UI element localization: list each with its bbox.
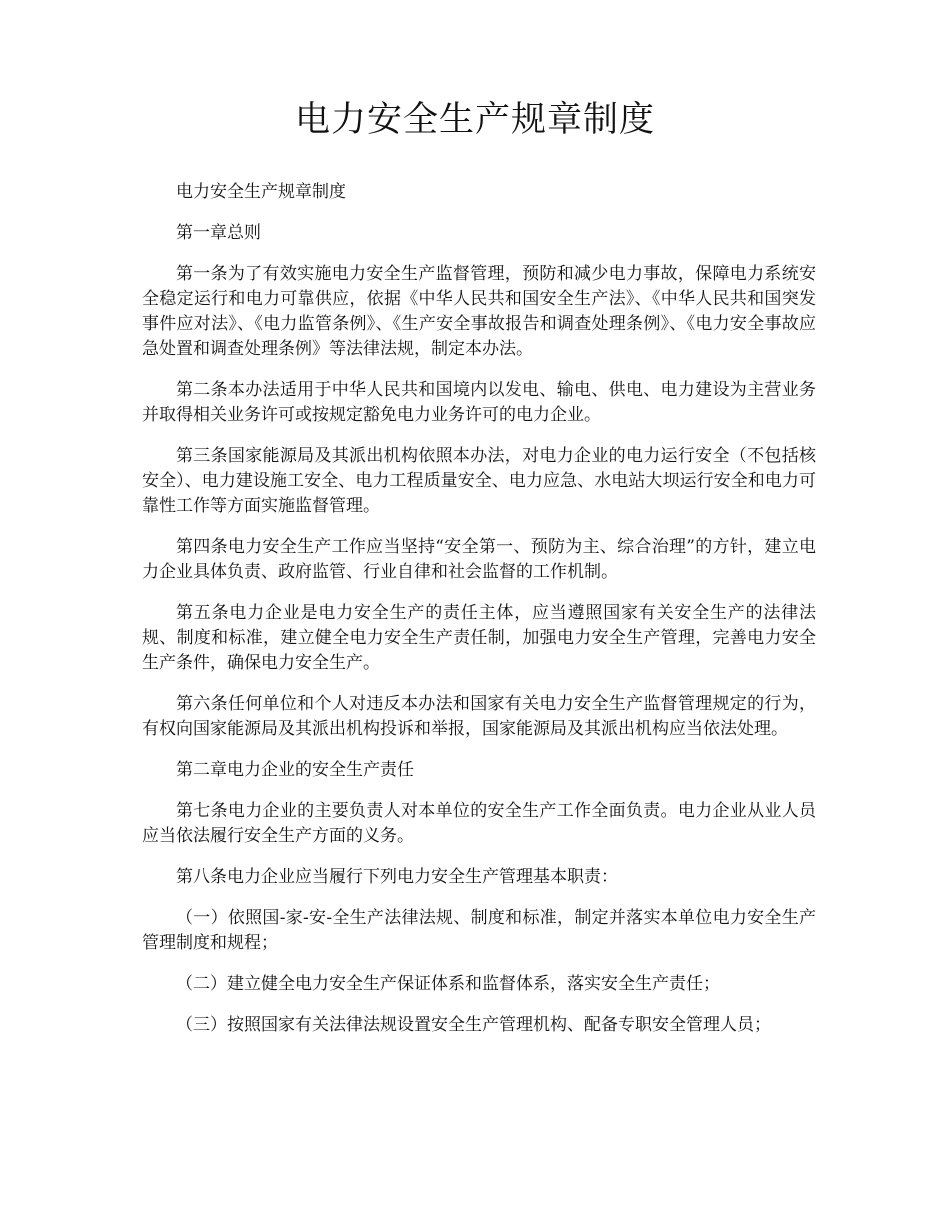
article-paragraph: 第八条电力企业应当履行下列电力安全生产管理基本职责：	[176, 867, 618, 887]
list-item-paragraph: （三）按照国家有关法律法规设置安全生产管理机构、配备专职安全管理人员；	[176, 1015, 771, 1035]
article-paragraph: 第六条任何单位和个人对违反本办法和国家有关电力安全生产监督管理规定的行为，有权向国家能源局及其派出机构投诉和举报，国家能源局及其派出机构应当依法处理。	[142, 694, 816, 739]
article-paragraph: 第七条电力企业的主要负责人对本单位的安全生产工作全面负责。电力企业从业人员应当依法履行安全生产方面的义务。	[142, 801, 816, 846]
document-title: 电力安全生产规章制度	[294, 100, 655, 140]
document-body	[142, 180, 816, 1054]
chapter-heading: 第一章总则	[176, 223, 261, 243]
list-item-paragraph: （一）依照国-家-安-全生产法律法规、制度和标准，制定并落实本单位电力安全生产管理制度和规程；	[142, 908, 816, 953]
paragraph-subtitle: 电力安全生产规章制度	[176, 182, 346, 202]
list-item-paragraph: （二）建立健全电力安全生产保证体系和监督体系，落实安全生产责任；	[176, 974, 720, 994]
article-paragraph: 第四条电力安全生产工作应当坚持“安全第一、预防为主、综合治理”的方针，建立电力企业具体负责、政府监管、行业自律和社会监督的工作机制。	[142, 537, 816, 582]
article-paragraph: 第三条国家能源局及其派出机构依照本办法，对电力企业的电力运行安全（不包括核安全）、电力建设施工安全、电力工程质量安全、电力应急、水电站大坝运行安全和电力可靠性工作等方面实施监督管理。	[142, 446, 816, 516]
article-paragraph: 第一条为了有效实施电力安全生产监督管理，预防和减少电力事故，保障电力系统安全稳定运行和电力可靠供应，依据《中华人民共和国安全生产法》、《中华人民共和国突发事件应对法》、《电力监管条例》、《生产安全事故报告和调查处理条例》、《电力安全事故应急处置和调查处理条例》等法律法规，制定本办法。	[142, 264, 816, 359]
article-paragraph: 第二条本办法适用于中华人民共和国境内以发电、输电、供电、电力建设为主营业务并取得相关业务许可或按规定豁免电力业务许可的电力企业。	[142, 380, 816, 425]
chapter-heading: 第二章电力企业的安全生产责任	[176, 760, 414, 780]
article-paragraph: 第五条电力企业是电力安全生产的责任主体，应当遵照国家有关安全生产的法律法规、制度和标准，建立健全电力安全生产责任制，加强电力安全生产管理，完善电力安全生产条件，确保电力安全生产。	[142, 603, 816, 673]
